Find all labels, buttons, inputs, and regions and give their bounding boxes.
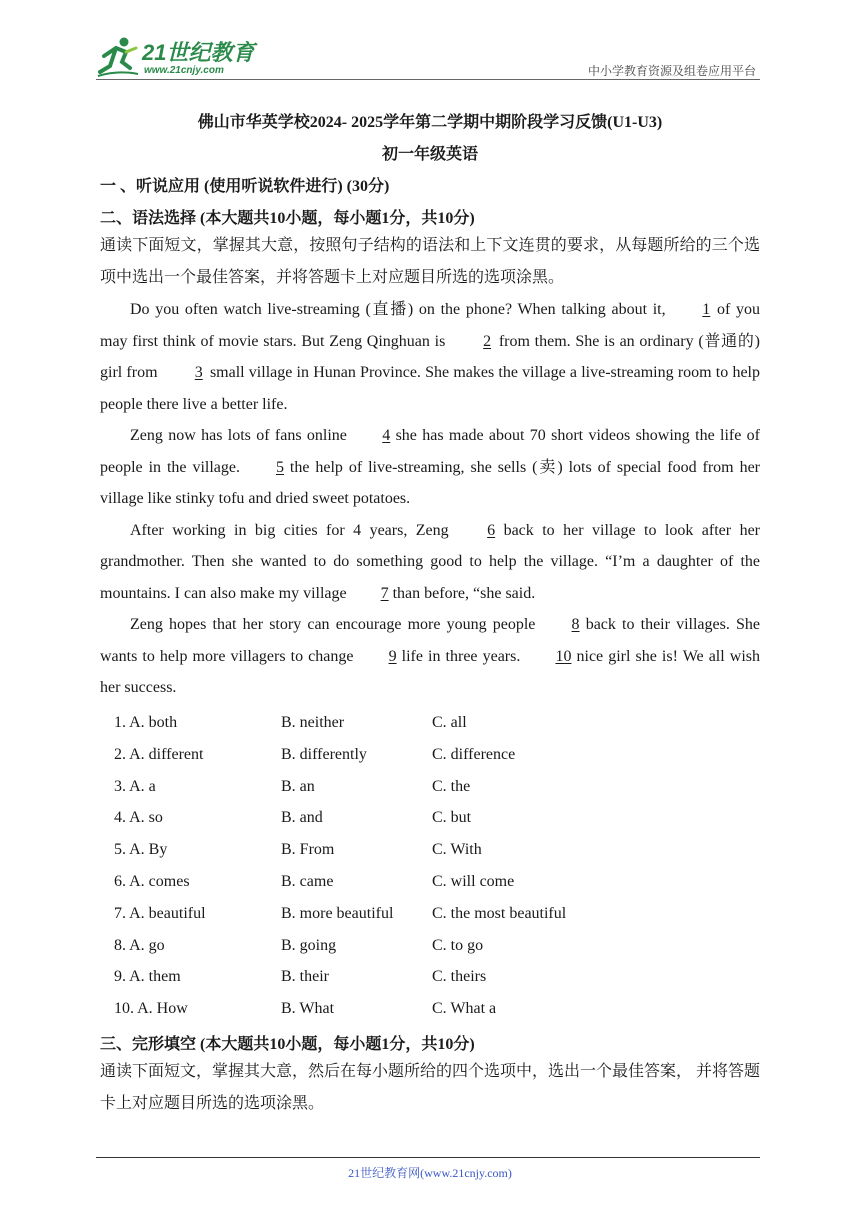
option-c: C. What a (432, 1000, 497, 1018)
option-c: C. to go (432, 936, 484, 954)
option-a: 8. A. go (114, 936, 165, 954)
blank-10: 10 (555, 647, 572, 665)
page-title: 佛山市华英学校2024- 2025学年第二学期中期阶段学习反馈(U1-U3) (197, 114, 663, 131)
logo-url: www.21cnjy.com (144, 65, 224, 76)
option-b: B. an (281, 777, 315, 795)
instruction-text: 通读下面短文，掌握其大意，按照句子结构的语法和上下文连贯的要求，从每题所给的三个选项中选出一个最佳答案，并将答题卡上对应题目所选的选项涂黑。 (100, 237, 760, 286)
option-row (114, 962, 714, 994)
section2-heading: 二、语法选择 (本大题共10小题，每小题1分，共10分) (100, 210, 475, 227)
blank-7: 7 (380, 584, 389, 602)
option-row (114, 740, 714, 772)
instruction-text: 通读下面短文，掌握其大意，然后在每小题所给的四个选项中，选出一个最佳答案， 并将答题卡上对应题目所选的选项涂黑。 (100, 1063, 761, 1112)
blank-2: 2 (483, 332, 492, 350)
options-list (114, 708, 714, 1026)
option-a: 2. A. different (114, 745, 204, 763)
option-a: 9. A. them (114, 968, 181, 986)
option-a: 1. A. both (114, 714, 178, 731)
section3-instruction (100, 1056, 760, 1119)
option-b: B. From (281, 841, 335, 859)
option-b: B. differently (281, 745, 367, 763)
option-b: B. What (281, 1000, 335, 1018)
logo-text: 21世纪教育 (142, 40, 255, 65)
footer-link[interactable]: 21世纪教育网(www.21cnjy.com) (348, 1166, 512, 1180)
option-a: 7. A. beautiful (114, 904, 206, 922)
passage-paragraph-4: Zeng hopes that her story can encourage more young people 8 back to their villages. She wants to help more villagers to change 9 life in three years. 10 nice girl she is! We all wish her success. (100, 609, 760, 704)
option-row (114, 931, 714, 963)
blank-5: 5 (275, 458, 284, 476)
section2-instruction (100, 230, 760, 293)
blank-6: 6 (487, 521, 496, 539)
option-c: C. difference (432, 745, 516, 763)
header-divider (96, 79, 760, 80)
option-row (114, 867, 714, 899)
option-row (114, 835, 714, 867)
platform-label: 中小学教育资源及组卷应用平台 (587, 64, 756, 78)
option-a: 4. A. so (114, 809, 163, 827)
option-c: C. theirs (432, 968, 487, 986)
blank-8: 8 (571, 616, 580, 633)
option-row (114, 772, 714, 804)
option-c: C. the (432, 777, 471, 795)
option-row (114, 803, 714, 835)
option-a: 5. A. By (114, 841, 168, 859)
page-header (96, 28, 760, 80)
passage-paragraph-3: After working in big cities for 4 years, Zeng 6 back to her village to look after her grandmother. Then she wanted to do something good to help the village. “I’m a daughter of the mountains. I can also make my village 7 than before, “she said. (100, 515, 760, 610)
option-c: C. the most beautiful (432, 904, 567, 922)
blank-9: 9 (388, 647, 397, 665)
option-b: B. neither (281, 714, 345, 731)
option-b: B. came (281, 872, 334, 890)
option-a: 3. A. a (114, 777, 156, 795)
option-b: B. and (281, 809, 323, 827)
passage-paragraph-2: Zeng now has lots of fans online 4 she has made about 70 short videos showing the life of people in the village. 5 the help of live-streaming, she sells (卖) lots of special food from her village like stinky tofu and dried sweet potatoes. (100, 420, 760, 515)
runner-logo-icon (96, 34, 140, 78)
option-a: 6. A. comes (114, 872, 190, 890)
option-row (114, 899, 714, 931)
page-subtitle: 初一年级英语 (381, 146, 478, 163)
option-c: C. With (432, 841, 482, 859)
option-c: C. but (432, 809, 472, 827)
site-logo[interactable] (96, 34, 266, 80)
blank-1: 1 (702, 301, 711, 318)
passage-paragraph-1: Do you often watch live-streaming (直播) on the phone? When talking about it, 1 of you may first think of movie stars. But Zeng Qinghuan is 2 from them. She is an ordinary (普通的) girl from 3 small village in Hunan Province. She makes the village a live-streaming room to help people there live a better life. (100, 294, 760, 420)
footer-divider (96, 1157, 760, 1158)
section3-heading: 三、完形填空 (本大题共10小题，每小题1分，共10分) (100, 1036, 475, 1053)
option-a: 10. A. How (114, 1000, 188, 1018)
option-b: B. their (281, 968, 329, 986)
section1-heading: 一 、听说应用 (使用听说软件进行) (30分) (100, 178, 390, 195)
blank-4: 4 (382, 427, 391, 444)
option-b: B. more beautiful (281, 904, 394, 922)
option-c: C. will come (432, 872, 515, 890)
option-row (114, 708, 714, 740)
blank-3: 3 (194, 364, 203, 381)
option-row (114, 994, 714, 1026)
option-c: C. all (432, 714, 467, 731)
passage (100, 294, 760, 704)
option-b: B. going (281, 936, 337, 954)
